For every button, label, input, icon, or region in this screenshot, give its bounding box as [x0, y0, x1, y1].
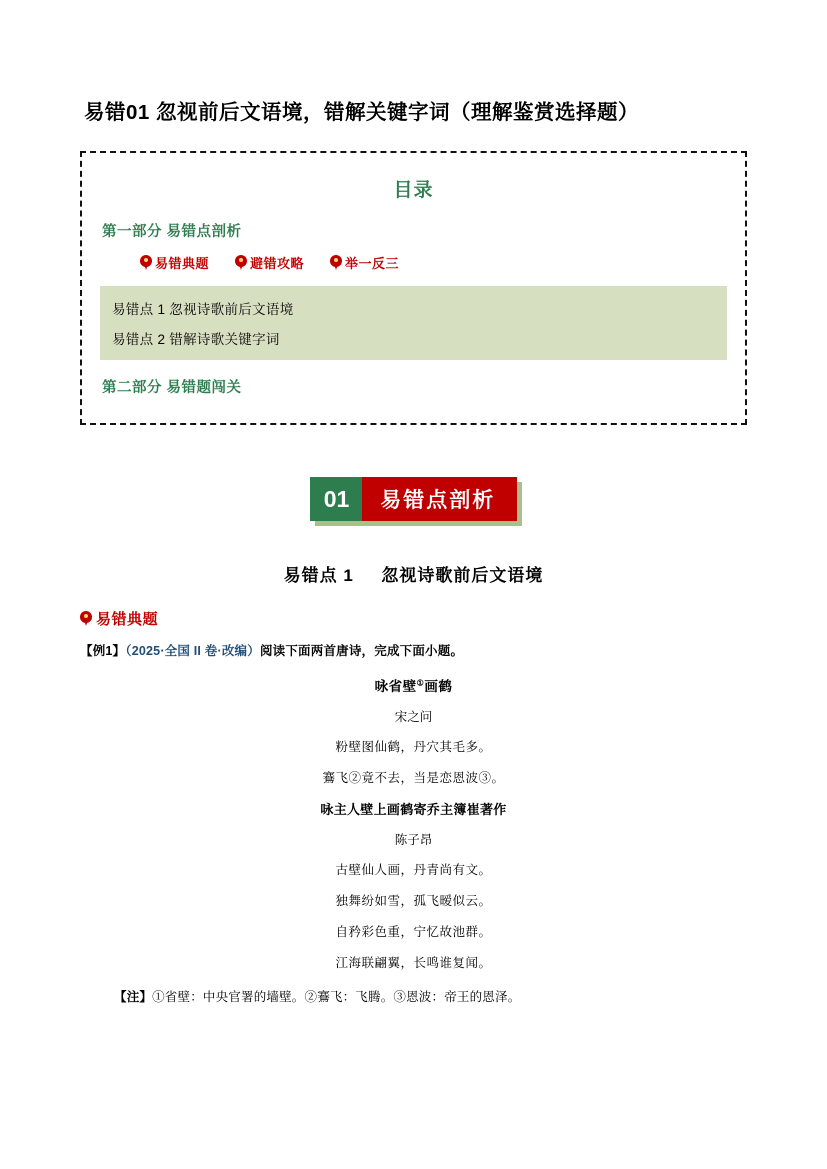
toc-tag-list [140, 253, 727, 272]
poem-two-title: 咏主人壁上画鹤寄乔主簿崔著作 [320, 802, 507, 817]
poem-two-author: 陈子昂 [394, 833, 433, 847]
poem-one-title-tail: 画鹤 [424, 679, 453, 694]
toc-tag-label: 易错典题 [155, 256, 210, 271]
toc-part-two: 第二部分 易错题闯关 [102, 380, 242, 396]
location-pin-icon [235, 255, 247, 271]
sub-heading [80, 561, 747, 586]
toc-tag-gonglue [235, 253, 304, 272]
sub-heading-right: 忽视诗歌前后文语境 [381, 566, 544, 585]
example-label: 【例1】 [80, 644, 126, 658]
poem-one-author: 宋之问 [394, 710, 433, 724]
table-of-contents [80, 151, 747, 425]
footnote [114, 987, 747, 1005]
footnote-text: ①省壁：中央官署的墙壁。②鶱飞：飞腾。③恩波：帝王的恩泽。 [152, 990, 521, 1004]
location-pin-icon [80, 611, 92, 627]
poem-two-line-3: 自矜彩色重，宁忆故池群。 [335, 925, 492, 939]
poem-one-title-main: 咏省壁 [374, 679, 417, 694]
section-banner-wrap [80, 477, 747, 521]
poem-two-line-2: 独舞纷如雪，孤飞暧似云。 [335, 894, 492, 908]
location-pin-icon [330, 255, 342, 271]
lead-tag-dianti [80, 608, 747, 629]
poem-one-title [80, 675, 747, 695]
poem-one-title-note-marker: ① [416, 678, 425, 688]
example-instruction: 阅读下面两首唐诗，完成下面小题。 [259, 644, 464, 658]
toc-tag-label: 避错攻略 [250, 256, 305, 271]
toc-tag-dianti [140, 253, 209, 272]
toc-part-one: 第一部分 易错点剖析 [102, 224, 242, 240]
toc-item-2: 易错点 2 错解诗歌关键字词 [112, 332, 280, 347]
poem-one-line-2: 鶱飞②竟不去，当是恋恩波③。 [322, 771, 505, 785]
sub-heading-left: 易错点 1 [283, 566, 354, 585]
lead-tag-label: 易错典题 [96, 611, 159, 628]
section-banner-number: 01 [310, 477, 363, 521]
footnote-label: 【注】 [114, 990, 153, 1004]
poem-one-line-1: 粉壁图仙鹤，丹穴其毛多。 [335, 740, 492, 754]
page-title: 易错01 忽视前后文语境，错解关键字词（理解鉴赏选择题） [84, 101, 639, 124]
poem-two-line-1: 古壁仙人画，丹青尚有文。 [335, 863, 492, 877]
section-banner-text: 易错点剖析 [362, 477, 517, 521]
section-banner [310, 477, 518, 521]
location-pin-icon [140, 255, 152, 271]
example-source: （2025·全国 II 卷·改编） [125, 644, 260, 658]
toc-item-1: 易错点 1 忽视诗歌前后文语境 [112, 302, 294, 317]
toc-tag-juyi [330, 253, 399, 272]
toc-tag-label: 举一反三 [345, 256, 400, 271]
example-line [80, 641, 747, 659]
toc-heading: 目录 [393, 180, 434, 201]
toc-item-band [100, 286, 727, 360]
poem-two-line-4: 江海联翩翼，长鸣谁复闻。 [335, 956, 492, 970]
